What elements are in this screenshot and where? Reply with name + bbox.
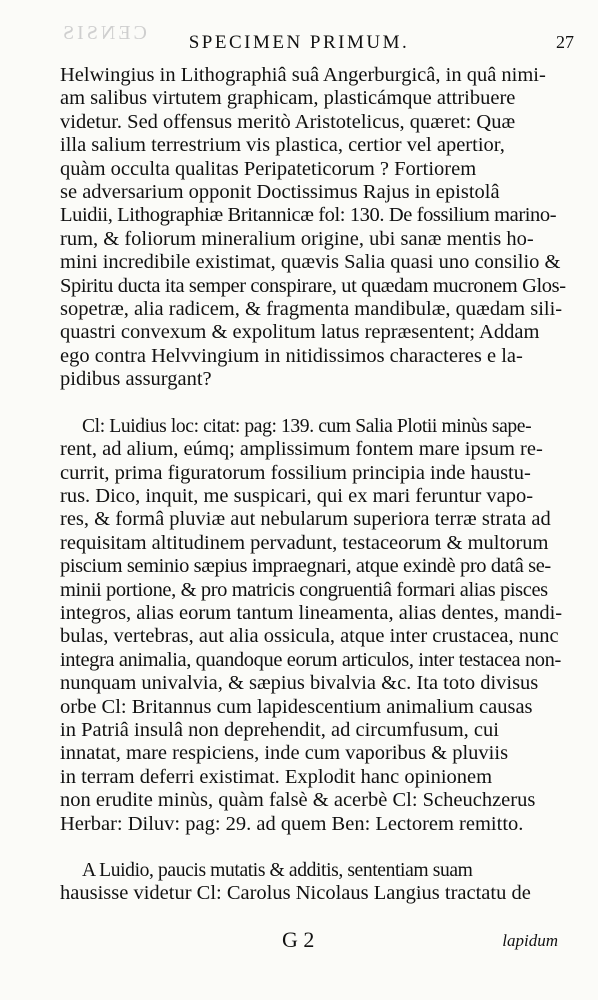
text-line: am salibus virtutem graphicam, plasticámque attribuere <box>60 87 516 110</box>
text-line: mini incredibile existimat, quævis Salia quasi uno consilio & <box>60 251 561 274</box>
body-text <box>60 64 566 906</box>
text-line: pidibus assurgant? <box>60 368 212 391</box>
text-line: Herbar: Diluv: pag: 29. ad quem Ben: Lectorem remitto. <box>60 812 524 835</box>
catchword: lapidum <box>502 931 558 950</box>
text-line: Cl: Luidius loc: citat: pag: 139. cum Salia Plotii minùs sape- <box>82 415 532 437</box>
text-line: se adversarium opponit Doctissimus Rajus in epistolâ <box>60 181 500 204</box>
signature-mark: G 2 <box>282 927 315 952</box>
paragraph-helwingius <box>60 64 566 392</box>
text-line: sopetræ, alia radicem, & fragmenta mandibulæ, quædam sili- <box>60 298 563 321</box>
text-line: bulas, vertebras, aut alia ossicula, atque inter crustacea, nunc <box>60 625 559 648</box>
text-line: rent, ad alium, eúmq; amplissimum fontem mare ipsum re- <box>60 438 543 461</box>
running-head: SPECIMEN PRIMUM. <box>188 32 410 53</box>
text-line: non erudite minùs, quàm falsè & acerbè Cl: Scheuchzerus <box>60 789 536 812</box>
text-line: A Luidio, paucis mutatis & additis, sententiam suam <box>82 860 473 881</box>
text-line: rum, & foliorum mineralium origine, ubi sanæ mentis ho- <box>60 227 534 250</box>
page-number: 27 <box>556 32 574 52</box>
text-line: innatat, mare respiciens, inde cum vaporibus & pluviis <box>60 742 509 765</box>
text-line: in Patriâ insulâ non deprehendit, ad circumfusum, cui <box>60 718 499 741</box>
text-line: illa salium terrestrium vis plastica, certior vel apertior, <box>60 134 505 157</box>
text-line: videtur. Sed offensus meritò Aristotelicus, quæret: Quæ <box>60 110 516 133</box>
text-line: quastri convexum & expolitum latus repræsentent; Addam <box>60 321 540 344</box>
text-line: nunquam univalvia, & sæpius bivalvia &c. Ita toto divisus <box>60 672 539 695</box>
text-line: Helwingius in Lithographiâ suâ Angerburgicâ, in quâ nimi- <box>60 64 546 86</box>
paragraph-langius <box>60 859 566 906</box>
text-line: in terram deferri existimat. Explodit hanc opinionem <box>60 765 493 788</box>
text-line: res, & formâ pluviæ aut nebularum superiora terræ strata ad <box>60 508 551 531</box>
text-line: rus. Dico, inquit, me suspicari, qui ex mari feruntur vapo- <box>60 484 534 507</box>
bleed-through-text: CENSIS <box>60 22 147 44</box>
text-line: ego contra Helvvingium in nitidissimos characteres e la- <box>60 344 523 367</box>
text-line: hausisse videtur Cl: Carolus Nicolaus Langius tractatu de <box>60 882 531 905</box>
text-line: piscium seminio sæpius impraegnari, atque exindè pro datâ se- <box>60 555 551 578</box>
text-line: minii portione, & pro matricis congruentiâ formari alias pisces <box>60 578 548 601</box>
paragraph-luidius <box>60 415 566 836</box>
text-line: integros, alias eorum tantum lineamenta, alias dentes, mandi- <box>60 601 563 624</box>
text-line: Luidii, Lithographiæ Britannicæ fol: 130. De fossilium marino- <box>60 204 557 227</box>
text-line: orbe Cl: Britannus cum lapidescentium animalium causas <box>60 695 533 718</box>
text-line: integra animalia, quandoque eorum articulos, inter testacea non- <box>60 648 561 671</box>
text-line: requisitam altitudinem pervadunt, testaceorum & multorum <box>60 531 549 554</box>
text-line: quàm occulta qualitas Peripateticorum ? Fortiorem <box>60 157 477 180</box>
text-line: currit, prima figuratorum fossilium principia inde haustu- <box>60 461 531 484</box>
text-line: Spiritu ducta ita semper conspirare, ut quædam mucronem Glos- <box>60 274 566 297</box>
